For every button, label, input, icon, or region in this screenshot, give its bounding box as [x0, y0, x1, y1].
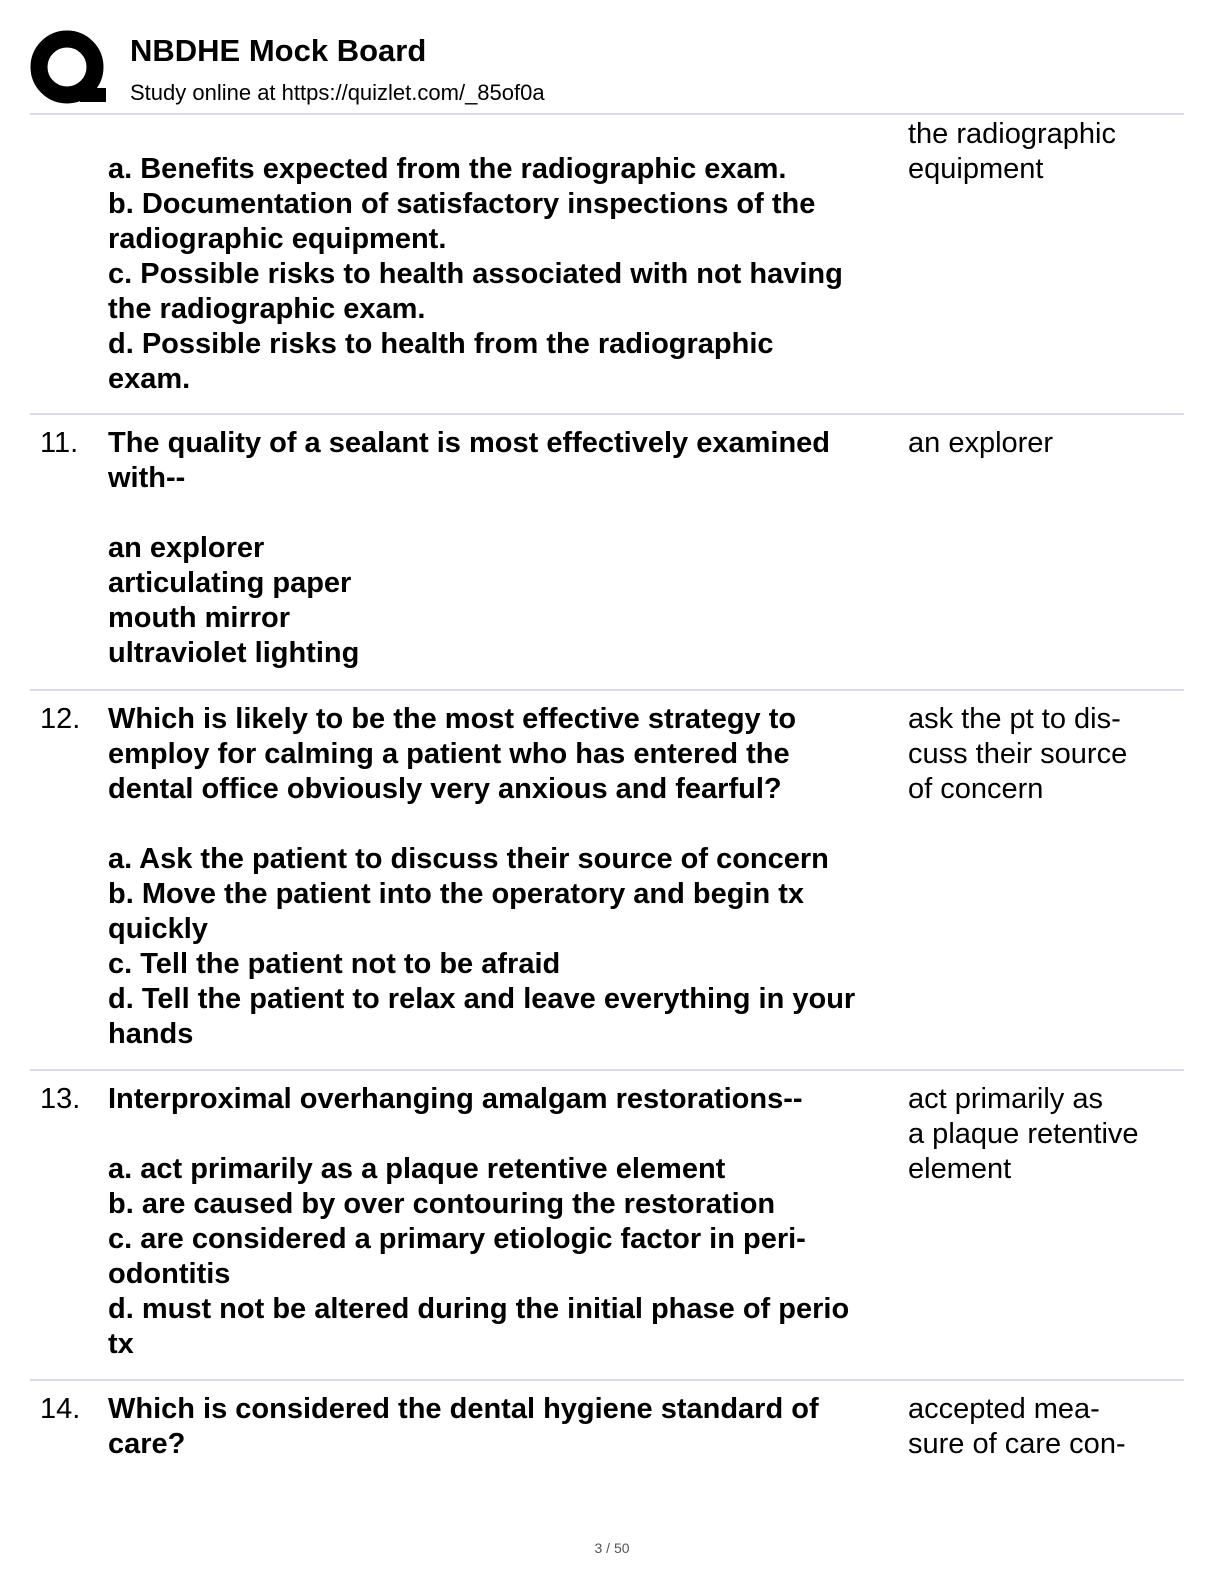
card-answer: an explorer [908, 427, 1054, 459]
card-question: Which is likely to be the most effective strategy to employ for calming a patient who has entered the dental office obviously very anxious and fearful? a. Ask the patient to discuss their source of concern b. Move the patient into the operatory and begin tx quickly c. Tell the patient not to be afraid d. Tell the patient to relax and leave everything in your hands [108, 703, 856, 1050]
card-answer: accepted mea- sure of care con- [908, 1393, 1126, 1460]
card-number: 11. [40, 427, 79, 459]
page-indicator: 3 / 50 [594, 1540, 630, 1556]
study-online-link[interactable]: Study online at https://quizlet.com/_85of0a [130, 80, 545, 105]
card-question: Which is considered the dental hygiene standard of care? [108, 1393, 819, 1460]
card-divider [30, 689, 1184, 691]
card-answer: ask the pt to dis- cuss their source of concern [908, 703, 1128, 805]
header-divider [30, 113, 1184, 115]
card-answer: act primarily as a plaque retentive element [908, 1083, 1139, 1185]
quizlet-logo-icon [30, 30, 108, 108]
card-answer: the radiographic equipment [908, 118, 1116, 185]
card-divider [30, 1069, 1184, 1071]
card-number: 12. [40, 703, 81, 735]
card-number: 13. [40, 1083, 81, 1115]
card-divider [30, 413, 1184, 415]
card-question: a. Benefits expected from the radiographic exam. b. Documentation of satisfactory inspections of the radiographic equipment. c. Possible risks to health associated with not having the radiographic exam. d. Possible risks to health from the radiographic exam. [108, 153, 843, 395]
card-question: Interproximal overhanging amalgam restorations-- a. act primarily as a plaque retentive element b. are caused by over contouring the restoration c. are considered a primary etiologic factor in peri- odontitis d. must not be altered during the initial phase of perio tx [108, 1083, 850, 1360]
document-title: NBDHE Mock Board [130, 33, 427, 68]
card-number: 14. [40, 1393, 81, 1425]
card-question: The quality of a sealant is most effectively examined with-- an explorer articulating paper mouth mirror ultraviolet lighting [108, 427, 831, 669]
card-divider [30, 1379, 1184, 1381]
